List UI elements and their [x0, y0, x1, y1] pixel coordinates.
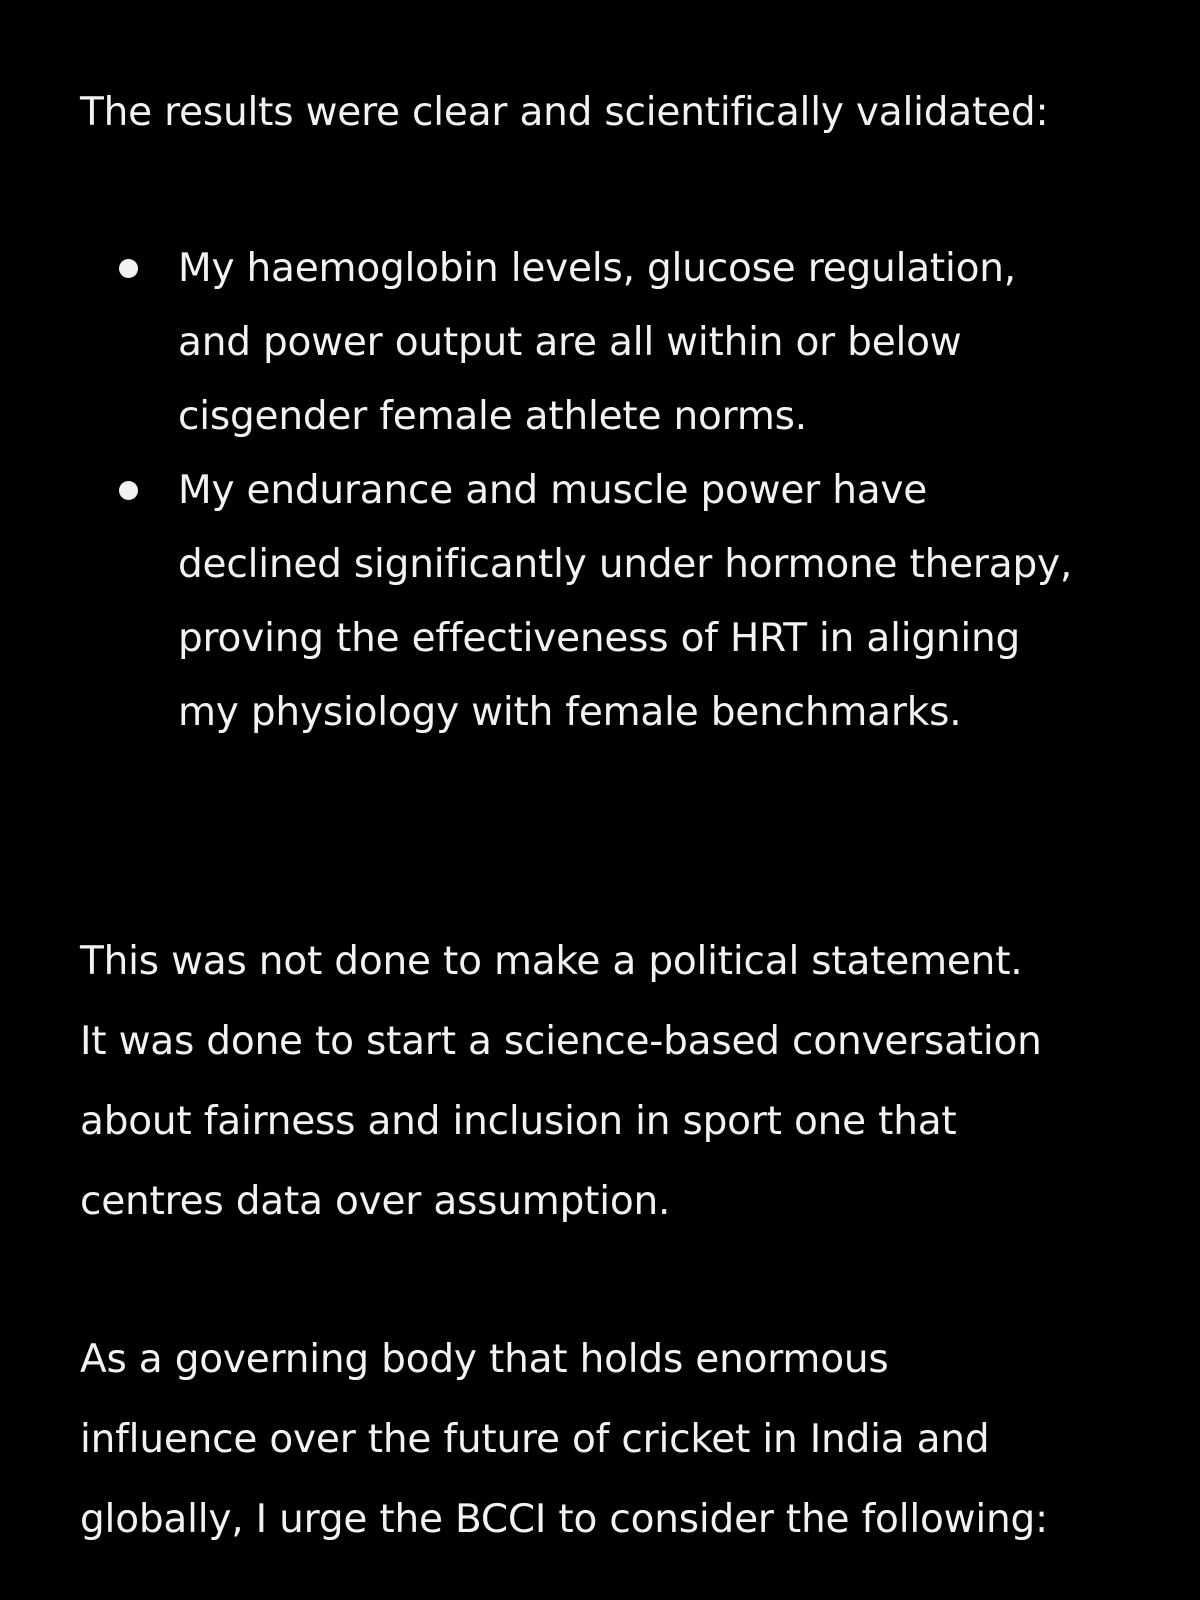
bullet-icon: [119, 259, 138, 278]
paragraph-line: centres data over assumption.: [80, 1179, 671, 1224]
paragraph-line: This was not done to make a political statement.: [80, 939, 1023, 984]
bullet-line: my physiology with female benchmarks.: [178, 690, 962, 735]
bullet-line: declined significantly under hormone therapy,: [178, 542, 1073, 587]
intro-paragraph: [80, 73, 1140, 153]
bullet-line: My endurance and muscle power have: [178, 468, 928, 513]
bullet-item: [0, 454, 1200, 750]
bullet-icon: [119, 481, 138, 500]
bullet-line: cisgender female athlete norms.: [178, 394, 807, 439]
paragraph-line: influence over the future of cricket in India and: [80, 1417, 990, 1462]
bullet-item: [0, 232, 1200, 454]
paragraph-line: It was done to start a science-based conversation: [80, 1019, 1042, 1064]
paragraph-line: As a governing body that holds enormous: [80, 1337, 889, 1382]
bullet-line: and power output are all within or below: [178, 320, 962, 365]
results-bullet-list: [0, 232, 1200, 750]
bullet-line: proving the effectiveness of HRT in aligning: [178, 616, 1021, 661]
bullet-line: My haemoglobin levels, glucose regulation,: [178, 246, 1017, 291]
paragraph-line: globally, I urge the BCCI to consider the following:: [80, 1497, 1048, 1542]
statement-paragraph: [80, 922, 1140, 1242]
paragraph-line: about fairness and inclusion in sport one that: [80, 1099, 957, 1144]
appeal-paragraph: [80, 1320, 1140, 1560]
intro-text: The results were clear and scientifically validated:: [80, 90, 1049, 135]
